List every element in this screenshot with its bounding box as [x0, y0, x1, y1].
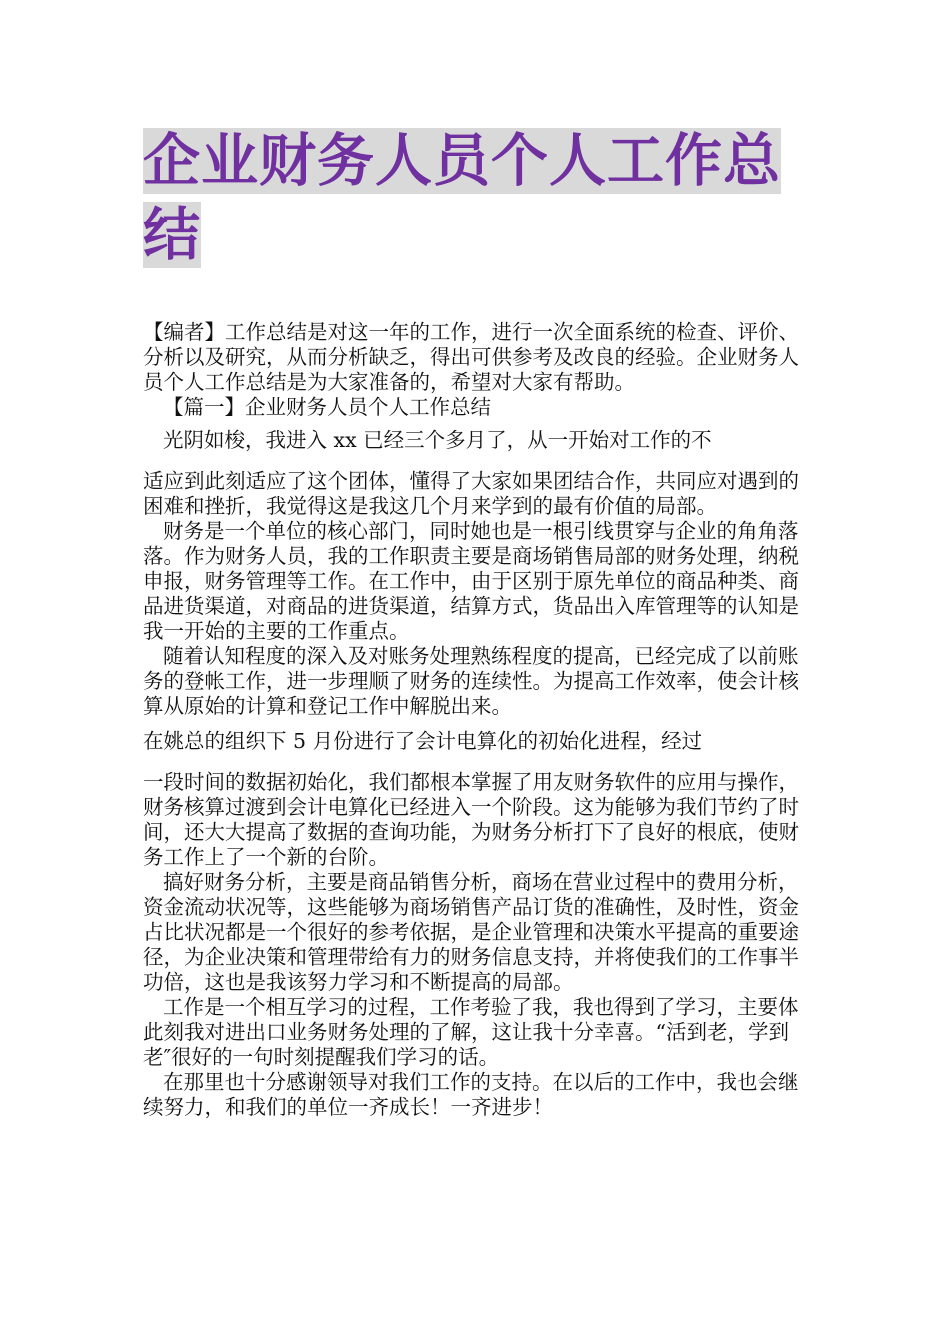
paragraph-4-first-line: 在姚总的组织下 5 月份进行了会计电算化的初始化进程，经过 — [143, 729, 703, 753]
paragraph-1-rest: 适应到此刻适应了这个团体，懂得了大家如果团结合作，共同应对遇到的困难和挫折，我觉得这是我这几个月来学到的最有价值的局部。 — [143, 469, 799, 518]
paragraph-5: 搞好财务分析，主要是商品销售分析，商场在营业过程中的费用分析，资金流动状况等，这些能够为商场销售产品订货的准确性，及时性，资金占比状况都是一个很好的参考依据，是企业管理和决策水平提高的重要途径，为企业决策和管理带给有力的财务信息支持，并将使我们的工作事半功倍，这也是我该努力学习和不断提高的局部。 — [143, 870, 799, 994]
title-line-1: 企业财务人员个人工作总 — [143, 128, 781, 194]
paragraph-3: 随着认知程度的深入及对账务处理熟练程度的提高，已经完成了以前账务的登帐工作，进一步理顺了财务的连续性。为提高工作效率，使会计核算从原始的计算和登记工作中解脱出来。 — [143, 644, 799, 718]
editor-note: 【编者】工作总结是对这一年的工作，进行一次全面系统的检查、评价、分析以及研究，从而分析缺乏，得出可供参考及改良的经验。企业财务人员个人工作总结是为大家准备的，希望对大家有帮助。 — [143, 320, 799, 394]
document-title — [143, 128, 823, 276]
paragraph-1-first-line: 光阴如梭，我进入 xx 已经三个多月了，从一开始对工作的不 — [163, 428, 712, 452]
title-line-2: 结 — [143, 202, 201, 268]
paragraph-6: 工作是一个相互学习的过程，工作考验了我，我也得到了学习，主要体此刻我对进出口业务财务处理的了解，这让我十分幸喜。“活到老，学到老″很好的一句时刻提醒我们学习的话。 — [143, 995, 799, 1069]
paragraph-4-rest: 一段时间的数据初始化，我们都根本掌握了用友财务软件的应用与操作，财务核算过渡到会计电算化已经进入一个阶段。这为能够为我们节约了时间，还大大提高了数据的查询功能，为财务分析打下了良好的根底，使财务工作上了一个新的台阶。 — [143, 770, 799, 869]
document-body — [143, 320, 813, 1120]
paragraph-2: 财务是一个单位的核心部门，同时她也是一根引线贯穿与企业的角角落落。作为财务人员，我的工作职责主要是商场销售局部的财务处理，纳税申报，财务管理等工作。在工作中，由于区别于原先单位的商品种类、商品进货渠道，对商品的进货渠道，结算方式，货品出入库管理等的认知是我一开始的主要的工作重点。 — [143, 519, 799, 643]
section-heading: 【篇一】企业财务人员个人工作总结 — [163, 395, 491, 419]
paragraph-7: 在那里也十分感谢领导对我们工作的支持。在以后的工作中，我也会继续努力，和我们的单位一齐成长！一齐进步！ — [143, 1070, 799, 1119]
